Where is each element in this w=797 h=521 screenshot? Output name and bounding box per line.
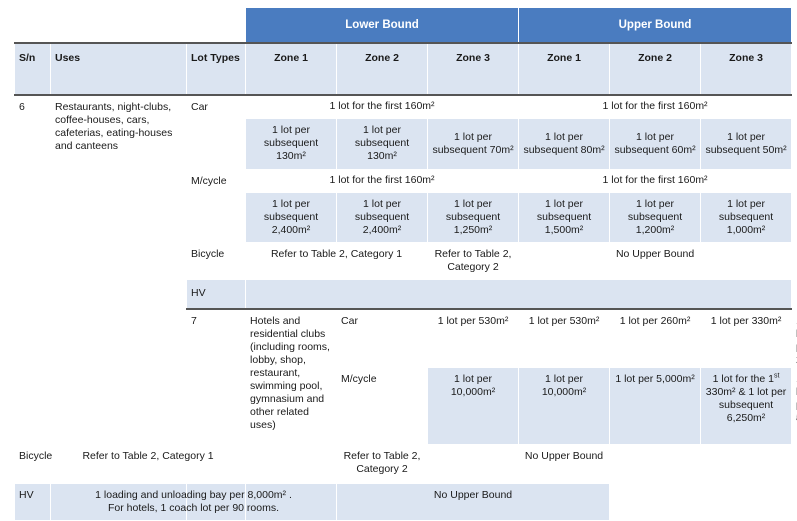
row7-mcycle-upper-z1-a: 1 lot for the 1	[712, 373, 774, 385]
row6-sn: 6	[15, 95, 51, 445]
col-lower-zone3: Zone 3	[428, 43, 519, 95]
row7-hv-lower-line2: For hotels, 1 coach lot per 90 rooms.	[108, 502, 279, 514]
row6-mcycle-upper-z3: 1 lot per subsequent 1,000m²	[701, 192, 792, 242]
row6-mcycle-upper-first: 1 lot for the first 160m²	[519, 169, 792, 192]
row6-car-lower-z2: 1 lot per subsequent 130m²	[337, 118, 428, 169]
row7-mcycle-lower-z3: 1 lot per 5,000m²	[610, 368, 701, 445]
col-uses: Uses	[51, 43, 187, 95]
row7-mcycle-upper-z1-b: 330m² & 1 lot per subsequent 6,250m²	[705, 386, 787, 424]
row6-car-lower-z3: 1 lot per subsequent 70m²	[428, 118, 519, 169]
row7-bicycle-label: Bicycle	[15, 445, 51, 484]
row7-mcycle-lower-z1: 1 lot per 10,000m²	[428, 368, 519, 445]
row6-mcycle-label: M/cycle	[187, 169, 246, 242]
row6-bicycle-lower-z3: Refer to Table 2, Category 2	[428, 242, 519, 279]
row6-bicycle-label: Bicycle	[187, 242, 246, 279]
row7-hv-lower-line1: 1 loading and unloading bay per 8,000m² .	[95, 489, 292, 501]
col-upper-zone3: Zone 3	[701, 43, 792, 95]
row6-mcycle-lower-first: 1 lot for the first 160m²	[246, 169, 519, 192]
row6-car-upper-z2: 1 lot per subsequent 60m²	[610, 118, 701, 169]
row6-mcycle-lower-z1: 1 lot per subsequent 2,400m²	[246, 192, 337, 242]
row6-hv-label: HV	[187, 279, 246, 309]
header-blank	[15, 8, 246, 44]
parking-standards-table	[14, 7, 792, 521]
row7-hv-lower	[51, 484, 337, 521]
row7-car-lower-z3: 1 lot per 260m²	[610, 309, 701, 368]
row6-car-lower-first: 1 lot for the first 160m²	[246, 95, 519, 118]
row7-sn: 7	[187, 309, 246, 521]
row7-mcycle-upper-z1-sup: st	[773, 372, 780, 380]
row7-car-lower-z2: 1 lot per 530m²	[519, 309, 610, 368]
row6-car-label: Car	[187, 95, 246, 169]
row7-car-lower-z1: 1 lot per 530m²	[428, 309, 519, 368]
row6-mcycle-lower-z2: 1 lot per subsequent 2,400m²	[337, 192, 428, 242]
row7-uses: Hotels and residential clubs (including rooms, lobby, shop, restaurant, swimming pool, gymnasium and other related uses)	[246, 309, 337, 521]
row6-mcycle-upper-z2: 1 lot per subsequent 1,200m²	[610, 192, 701, 242]
lower-bound-header: Lower Bound	[246, 8, 519, 44]
row7-hv-upper: No Upper Bound	[337, 484, 610, 521]
row6-car-upper-first: 1 lot for the first 160m²	[519, 95, 792, 118]
col-upper-zone1: Zone 1	[519, 43, 610, 95]
row7-car-upper-z1: 1 lot per 330m²	[701, 309, 792, 368]
row6-car-upper-z3: 1 lot per subsequent 50m²	[701, 118, 792, 169]
row7-hv-label: HV	[15, 484, 51, 521]
col-upper-zone2: Zone 2	[610, 43, 701, 95]
upper-bound-header: Upper Bound	[519, 8, 792, 44]
col-lot-types: Lot Types	[187, 43, 246, 95]
row6-uses: Restaurants, night-clubs, coffee-houses, cars, cafeterias, eating-houses and canteens	[51, 95, 187, 445]
row7-car-label: Car	[337, 309, 428, 368]
col-sn: S/n	[15, 43, 51, 95]
row6-car-upper-z1: 1 lot per subsequent 80m²	[519, 118, 610, 169]
row7-bicycle-upper: No Upper Bound	[428, 445, 701, 484]
col-lower-zone1: Zone 1	[246, 43, 337, 95]
row7-bicycle-lower-z12: Refer to Table 2, Category 1	[51, 445, 246, 484]
row6-car-lower-z1: 1 lot per subsequent 130m²	[246, 118, 337, 169]
row6-mcycle-upper-z1: 1 lot per subsequent 1,500m²	[519, 192, 610, 242]
row6-mcycle-lower-z3: 1 lot per subsequent 1,250m²	[428, 192, 519, 242]
row7-mcycle-label: M/cycle	[337, 368, 428, 445]
row7-bicycle-lower-z3: Refer to Table 2, Category 2	[337, 445, 428, 484]
row6-hv-values	[246, 279, 792, 309]
col-lower-zone2: Zone 2	[337, 43, 428, 95]
row7-mcycle-upper-z1	[701, 368, 792, 445]
row6-bicycle-lower-z12: Refer to Table 2, Category 1	[246, 242, 428, 279]
row6-bicycle-upper: No Upper Bound	[519, 242, 792, 279]
row7-mcycle-lower-z2: 1 lot per 10,000m²	[519, 368, 610, 445]
